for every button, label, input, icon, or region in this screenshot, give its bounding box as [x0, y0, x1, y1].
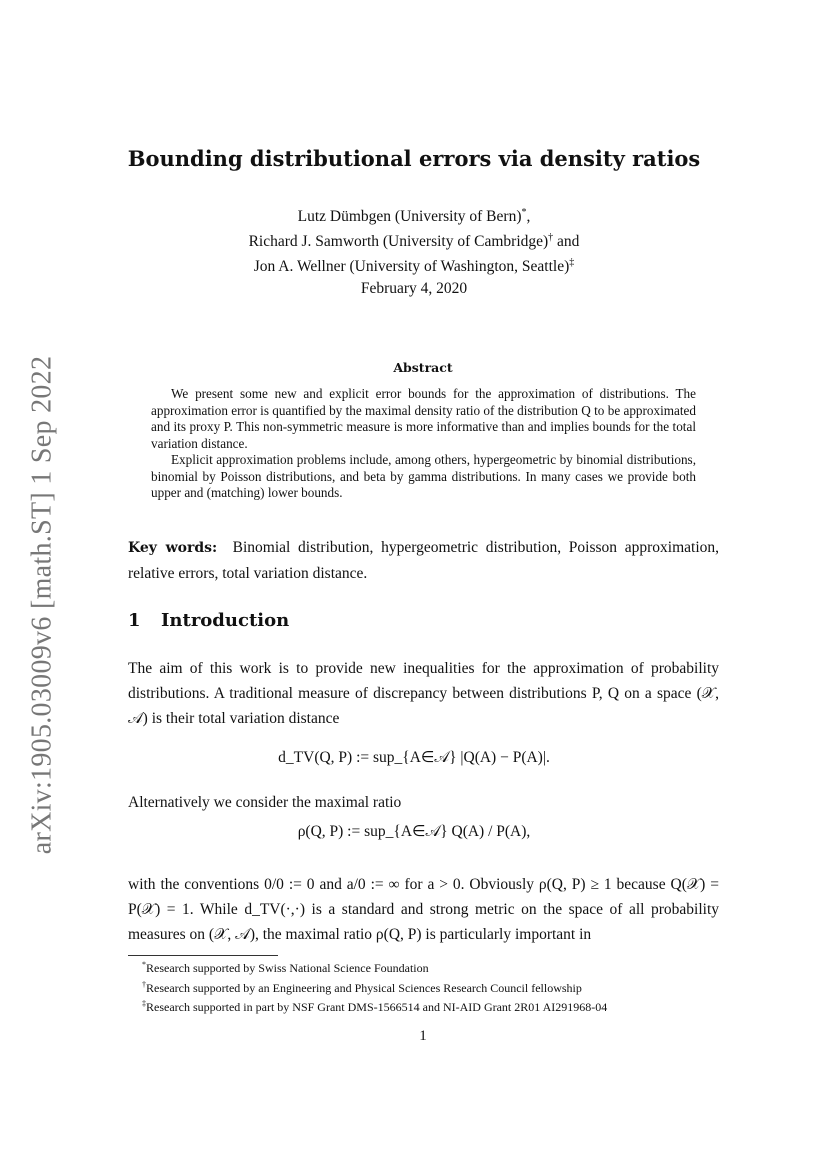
footnote: ‡Research supported in part by NSF Grant DMS-1566514 and NI-AID Grant 2R01 AI291968-04	[142, 999, 608, 1014]
author-line: Jon A. Wellner (University of Washington, Seattle)‡	[253, 257, 575, 276]
footnote: *Research supported by Swiss National Science Foundation	[142, 960, 429, 975]
abstract-paragraph: We present some new and explicit error bounds for the approximation of distributions. The approximation error is quantified by the maximal density ratio of the distribution Q to be approximated and its proxy P. This non-symmetric measure is more informative than and implies bounds for the total variation distance.	[151, 386, 696, 451]
arxiv-sidebar-stamp	[18, 355, 66, 855]
abstract-heading: Abstract	[393, 360, 453, 375]
footnote-divider	[128, 955, 278, 956]
section-title: Introduction	[161, 610, 290, 631]
keywords-text: Binomial distribution, hypergeometric distribution, Poisson approximation, relative errors, total variation distance.	[128, 539, 720, 582]
page-number: 1	[419, 1028, 427, 1044]
section-heading	[128, 610, 289, 631]
footnotes	[128, 957, 728, 1016]
keywords	[128, 535, 719, 586]
body-paragraph: with the conventions 0/0 := 0 and a/0 := ∞ for a > 0. Obviously ρ(Q, P) ≥ 1 because Q(𝒳) = P(𝒳) = 1. While d_TV(·,·) is a standard and strong metric on the space of all probability measures on (𝒳, 𝒜), the maximal ratio ρ(Q, P) is particularly important in	[128, 876, 719, 943]
keywords-label: Key words:	[128, 540, 218, 556]
abstract-body	[151, 386, 696, 502]
footnote: †Research supported by an Engineering and Physical Sciences Research Council fellowship	[142, 979, 582, 995]
body-paragraph: Alternatively we consider the maximal ratio	[128, 794, 402, 811]
arxiv-identifier: arXiv:1905.03009v6 [math.ST] 1 Sep 2022	[26, 355, 58, 855]
paper-date: February 4, 2020	[360, 280, 468, 297]
equation-total-variation: d_TV(Q, P) := sup_{A∈𝒜} |Q(A) − P(A)|.	[278, 749, 550, 766]
paper-title: Bounding distributional errors via density ratios	[127, 146, 701, 171]
author-block	[0, 202, 828, 277]
author-line: Richard J. Samworth (University of Cambridge)† and	[248, 232, 580, 251]
equation-maximal-ratio: ρ(Q, P) := sup_{A∈𝒜} Q(A) / P(A),	[297, 823, 531, 840]
abstract-paragraph: Explicit approximation problems include, among others, hypergeometric by binomial distributions, binomial by Poisson distributions, and beta by gamma distributions. In many cases we provide both upper and (matching) lower bounds.	[151, 452, 696, 500]
body-paragraph: The aim of this work is to provide new inequalities for the approximation of probability distributions. A traditional measure of discrepancy between distributions P, Q on a space (𝒳, 𝒜) is their total variation distance	[128, 660, 719, 727]
author-line: Lutz Dümbgen (University of Bern)*,	[297, 207, 531, 226]
section-number: 1	[128, 610, 141, 631]
